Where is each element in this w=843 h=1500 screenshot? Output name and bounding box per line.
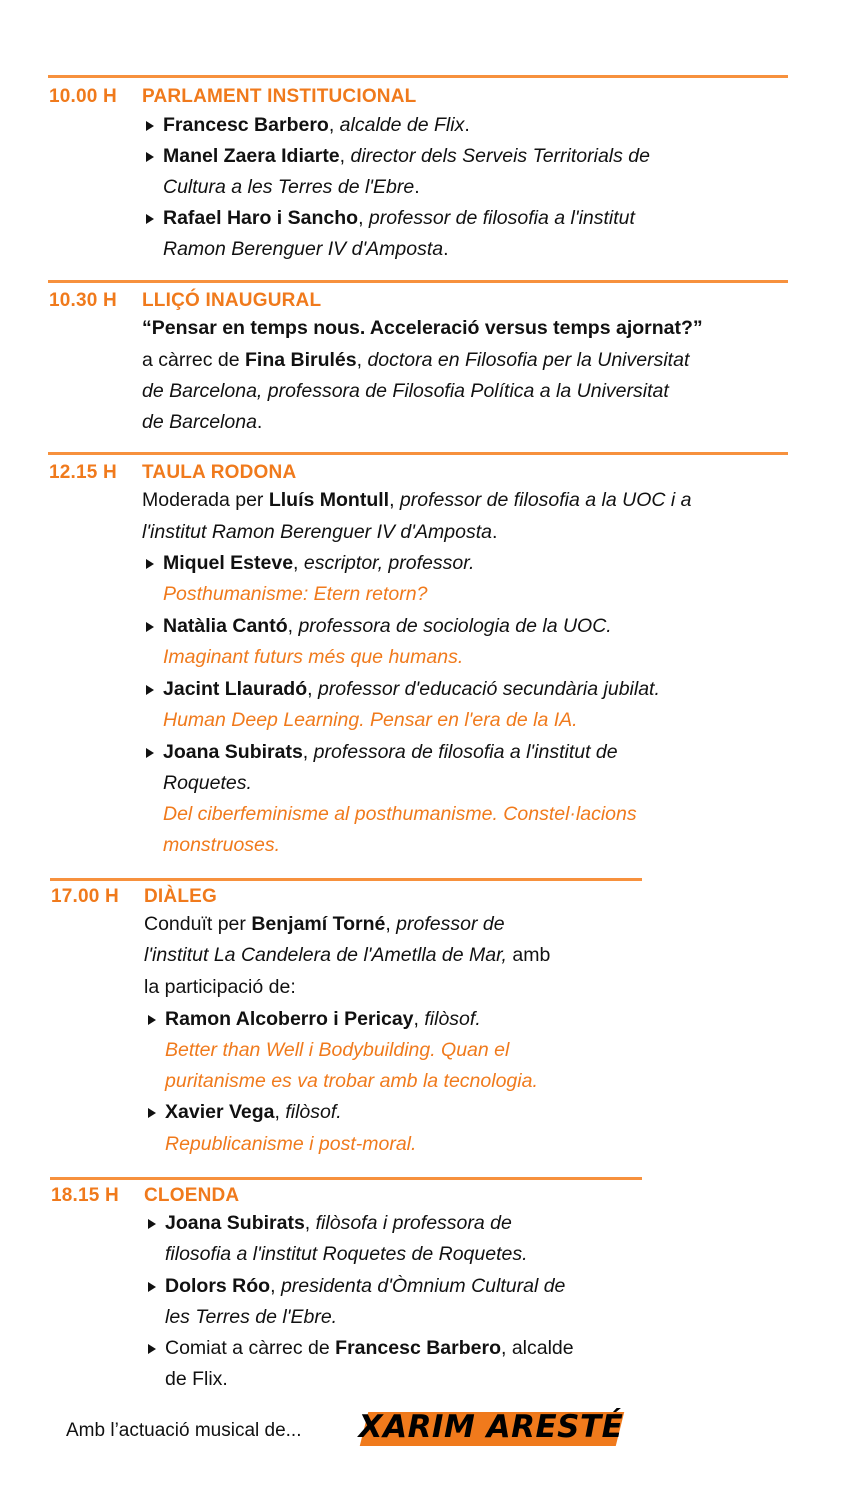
lecture-quote: “Pensar en temps nous. Acceleració versus temps ajornat?” xyxy=(142,317,703,339)
talk-title: Republicanisme i post-moral. xyxy=(165,1133,417,1155)
list-item: Joana Subirats, professora de filosofia a l'institut de xyxy=(163,741,618,763)
section-divider xyxy=(48,452,788,455)
list-item: Ramon Alcoberro i Pericay, filòsof. xyxy=(165,1008,481,1030)
bullet-arrow-icon xyxy=(148,1015,156,1025)
section-title: TAULA RODONA xyxy=(142,462,297,483)
section-divider xyxy=(50,1177,642,1180)
talk-title: Posthumanisme: Etern retorn? xyxy=(163,583,428,605)
lecture-speaker-continuation: de Barcelona. xyxy=(142,411,263,433)
section-title: CLOENDA xyxy=(144,1185,240,1206)
list-item-continuation: de Flix. xyxy=(165,1368,228,1390)
bullet-arrow-icon xyxy=(146,559,154,569)
time-label: 10.00 H xyxy=(49,86,117,107)
section-title: DIÀLEG xyxy=(144,886,217,907)
moderator-line: Conduït per Benjamí Torné, professor de xyxy=(144,913,505,935)
section-title: LLIÇÓ INAUGURAL xyxy=(142,290,322,311)
section-divider xyxy=(48,280,788,283)
list-item: Jacint Llauradó, professor d'educació secundària jubilat. xyxy=(163,678,660,700)
list-item: Natàlia Cantó, professora de sociologia de la UOC. xyxy=(163,615,612,637)
list-item: Dolors Róo, presidenta d'Òmnium Cultural de xyxy=(165,1275,566,1297)
bullet-arrow-icon xyxy=(148,1344,156,1354)
footer-text: Amb l’actuació musical de... xyxy=(66,1420,302,1441)
lecture-speaker-continuation: de Barcelona, professora de Filosofia Política a la Universitat xyxy=(142,380,669,402)
list-item-continuation: Cultura a les Terres de l'Ebre. xyxy=(163,176,420,198)
moderator-continuation: l'institut La Candelera de l'Ametlla de Mar, amb xyxy=(144,944,551,966)
section-divider xyxy=(50,878,642,881)
time-label: 17.00 H xyxy=(51,886,119,907)
bullet-arrow-icon xyxy=(146,685,154,695)
list-item: Manel Zaera Idiarte, director dels Serveis Territorials de xyxy=(163,145,650,167)
bullet-arrow-icon xyxy=(146,214,154,224)
list-item-continuation: les Terres de l'Ebre. xyxy=(165,1306,338,1328)
moderator-continuation: la participació de: xyxy=(144,976,296,998)
moderator-line: Moderada per Lluís Montull, professor de filosofia a la UOC i a xyxy=(142,489,692,511)
bullet-arrow-icon xyxy=(148,1219,156,1229)
list-item: Rafael Haro i Sancho, professor de filosofia a l'institut xyxy=(163,207,635,229)
talk-title: Human Deep Learning. Pensar en l'era de la IA. xyxy=(163,709,578,731)
talk-title: Del ciberfeminisme al posthumanisme. Constel·lacions xyxy=(163,803,637,825)
talk-title: Better than Well i Bodybuilding. Quan el xyxy=(165,1039,510,1061)
section-divider xyxy=(48,75,788,78)
artist-name: XARIM ARESTÉ xyxy=(358,1409,624,1445)
list-item-continuation: Ramon Berenguer IV d'Amposta. xyxy=(163,238,449,260)
bullet-arrow-icon xyxy=(148,1282,156,1292)
talk-title: Imaginant futurs més que humans. xyxy=(163,646,464,668)
lecture-speaker: a càrrec de Fina Birulés, doctora en Filosofia per la Universitat xyxy=(142,349,690,371)
talk-title-continuation: puritanisme es va trobar amb la tecnologia. xyxy=(165,1070,538,1092)
section-title: PARLAMENT INSTITUCIONAL xyxy=(142,86,417,107)
list-item: Francesc Barbero, alcalde de Flix. xyxy=(163,114,470,136)
list-item: Miquel Esteve, escriptor, professor. xyxy=(163,552,475,574)
bullet-arrow-icon xyxy=(146,748,154,758)
talk-title-continuation: monstruoses. xyxy=(163,834,281,856)
list-item-continuation: Roquetes. xyxy=(163,772,252,794)
time-label: 18.15 H xyxy=(51,1185,119,1206)
bullet-arrow-icon xyxy=(146,622,154,632)
list-item: Xavier Vega, filòsof. xyxy=(165,1101,342,1123)
list-item: Joana Subirats, filòsofa i professora de xyxy=(165,1212,512,1234)
bullet-arrow-icon xyxy=(146,152,154,162)
list-item-continuation: filosofia a l'institut Roquetes de Roquetes. xyxy=(165,1243,528,1265)
list-item: Comiat a càrrec de Francesc Barbero, alcalde xyxy=(165,1337,574,1359)
time-label: 10.30 H xyxy=(49,290,117,311)
moderator-continuation: l'institut Ramon Berenguer IV d'Amposta. xyxy=(142,521,498,543)
bullet-arrow-icon xyxy=(146,121,154,131)
time-label: 12.15 H xyxy=(49,462,117,483)
bullet-arrow-icon xyxy=(148,1108,156,1118)
artist-logo xyxy=(358,1406,624,1448)
